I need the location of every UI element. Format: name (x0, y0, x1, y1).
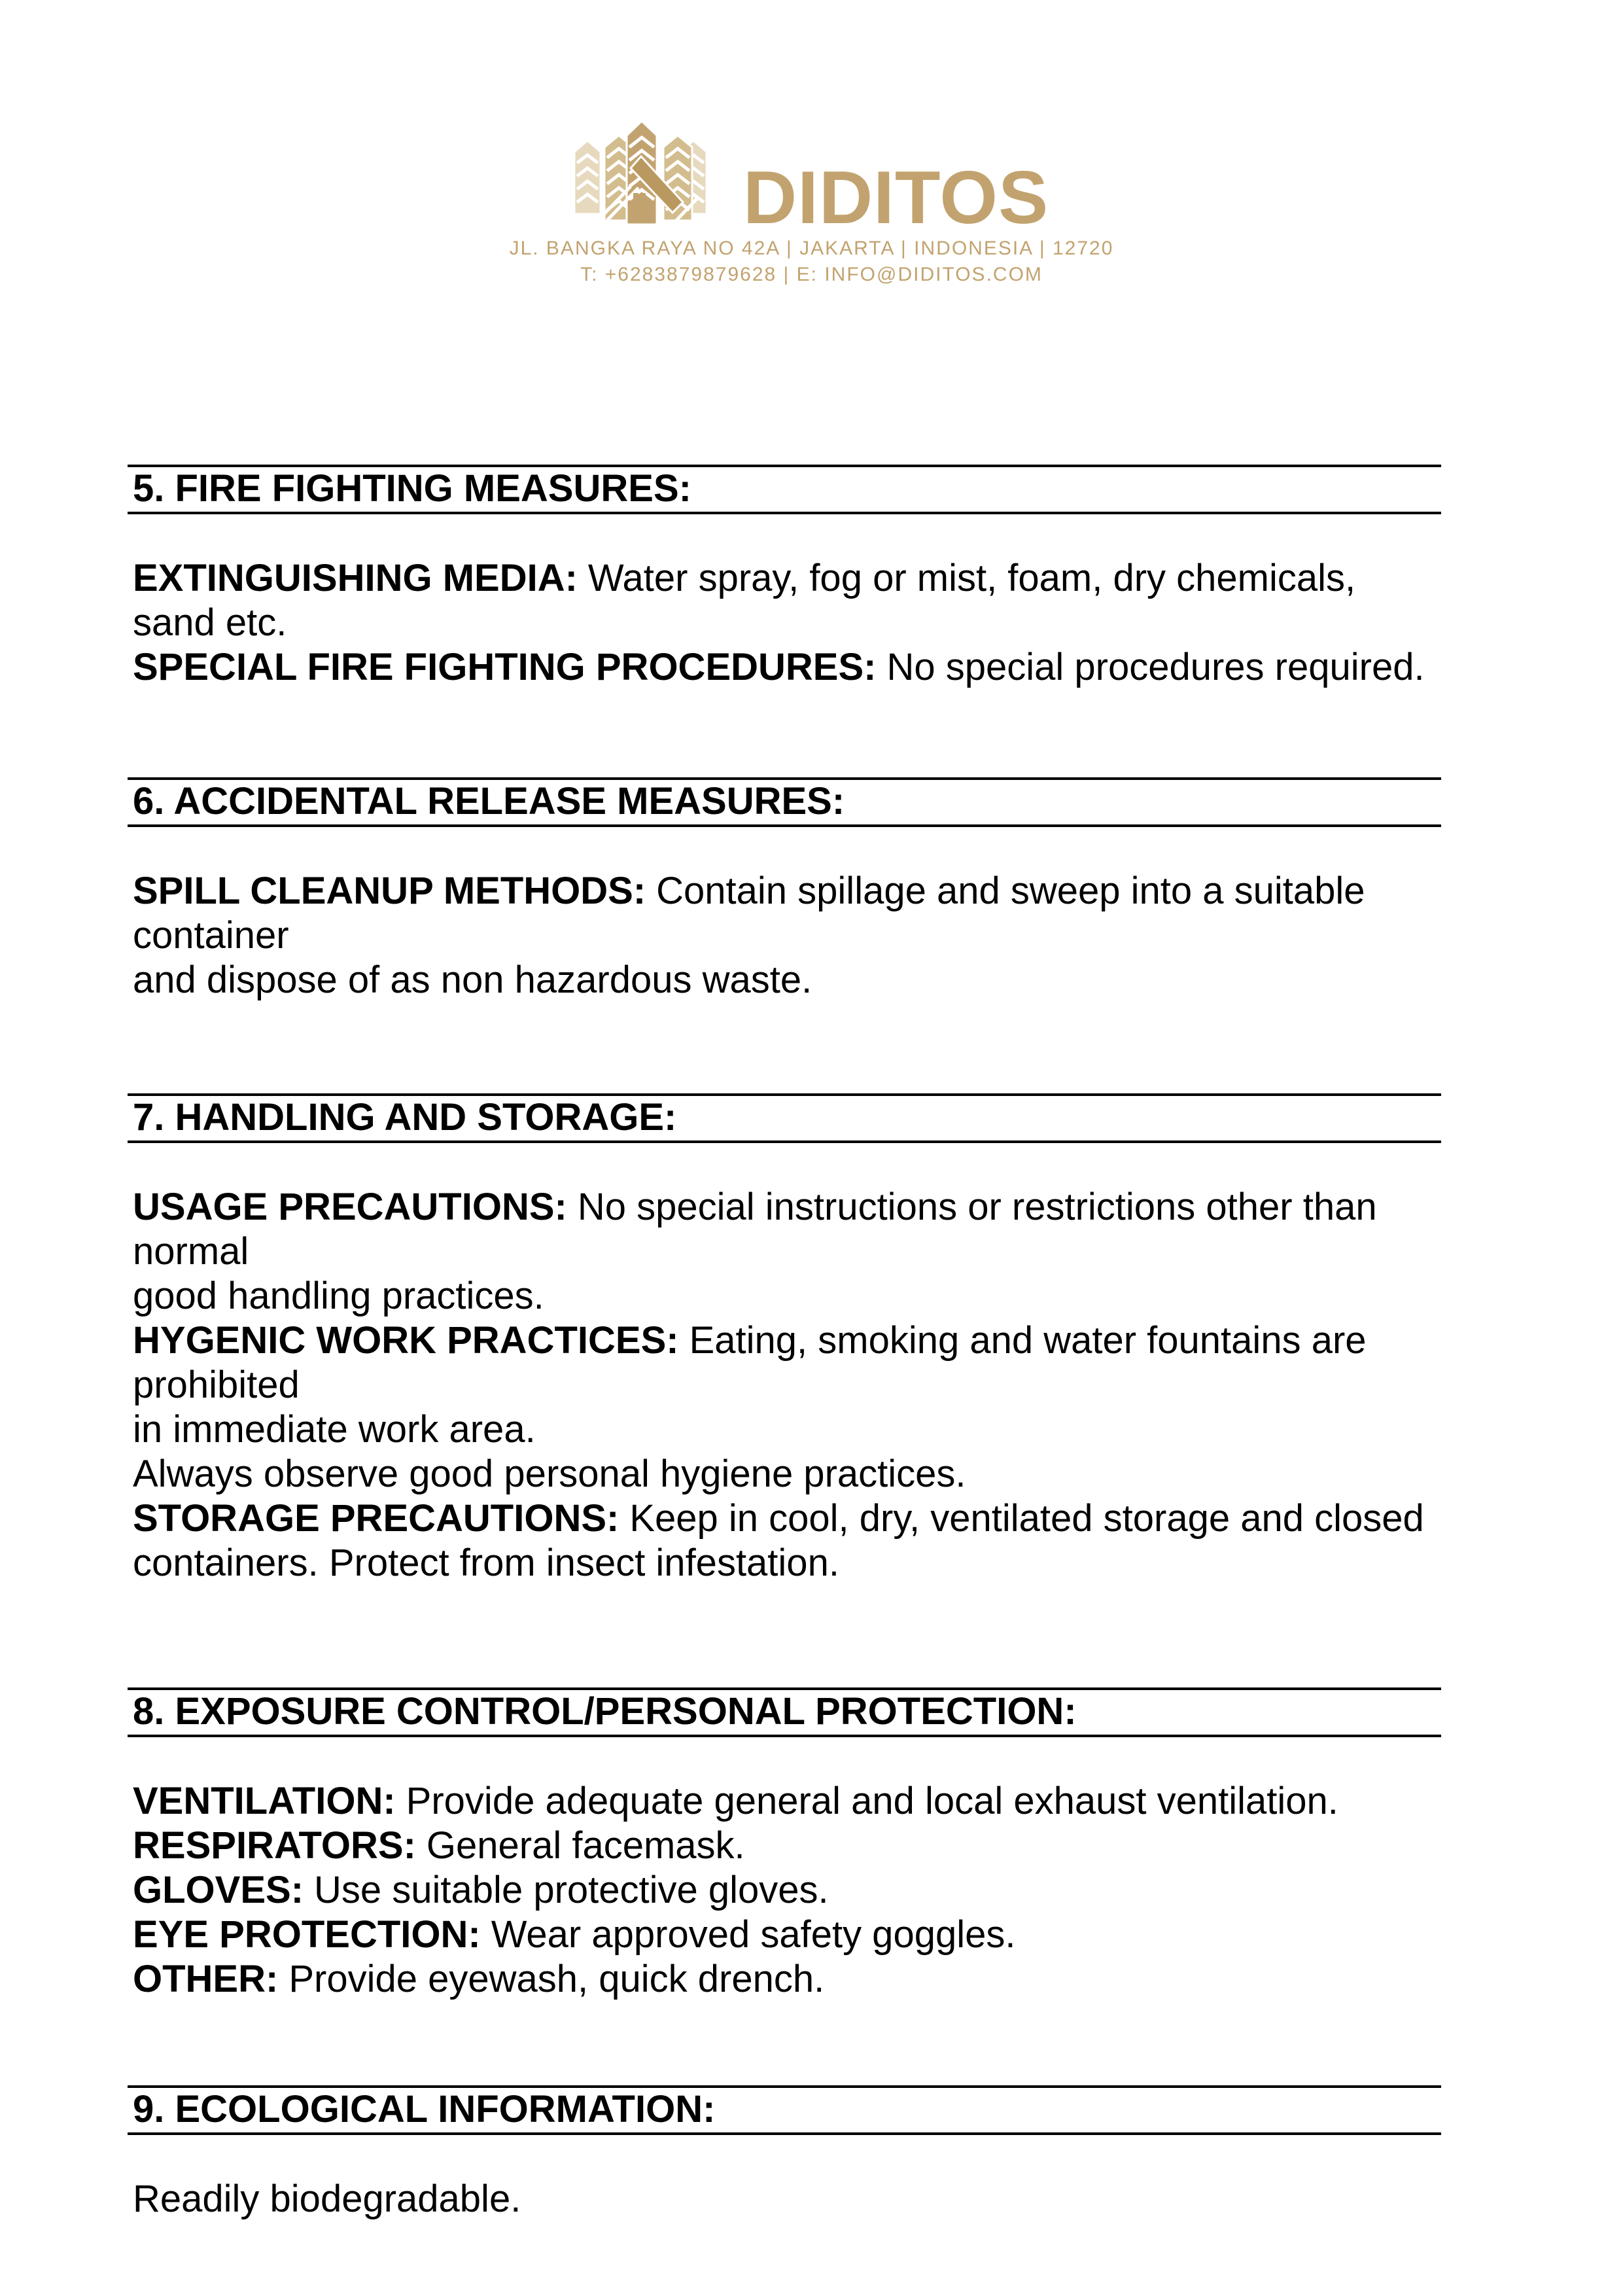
field-value: No special instructions or restrictions other than normal (133, 1186, 1377, 1273)
sds-line (133, 1541, 1441, 1585)
field-value: Contain spillage and sweep into a suitable container (133, 870, 1365, 957)
field-value: Always observe good personal hygiene practices. (133, 1453, 966, 1495)
logo-row (0, 119, 1623, 239)
sds-line (133, 1779, 1441, 1824)
field-label: USAGE PRECAUTIONS: (133, 1186, 567, 1228)
field-value: and dispose of as non hazardous waste. (133, 959, 812, 1001)
sds-line (133, 1824, 1441, 1868)
field-value: good handling practices. (133, 1275, 544, 1317)
sds-line (133, 1318, 1441, 1407)
buildings-skyline-icon (574, 116, 707, 228)
section-handling-and-storage (128, 1093, 1441, 1585)
field-label: SPECIAL FIRE FIGHTING PROCEDURES: (133, 646, 877, 688)
field-value: General facemask. (426, 1824, 745, 1867)
section-body (133, 2177, 1441, 2221)
sds-line (133, 958, 1441, 1002)
brand-wordmark: DIDITOS (742, 156, 1049, 239)
field-label: EYE PROTECTION: (133, 1913, 481, 1956)
field-value: in immediate work area. (133, 1408, 536, 1451)
sds-line (133, 1452, 1441, 1496)
sds-line (133, 1274, 1441, 1318)
field-value: containers. Protect from insect infestation. (133, 1542, 839, 1584)
field-value: Use suitable protective gloves. (314, 1869, 829, 1911)
section-body (133, 1779, 1441, 2002)
field-value: Provide adequate general and local exhaust ventilation. (406, 1780, 1338, 1822)
sds-line (133, 869, 1441, 958)
sds-line (133, 1185, 1441, 1274)
field-label: VENTILATION: (133, 1780, 396, 1822)
field-value: Water spray, fog or mist, foam, dry chemicals, sand etc. (133, 557, 1356, 644)
section-body (133, 1185, 1441, 1585)
sds-line (133, 645, 1441, 690)
field-label: GLOVES: (133, 1869, 304, 1911)
company-logo (0, 0, 1623, 288)
section-body (133, 556, 1441, 690)
field-value: No special procedures required. (886, 646, 1425, 688)
sds-line (133, 556, 1441, 645)
field-label: EXTINGUISHING MEDIA: (133, 557, 578, 599)
field-label: STORAGE PRECAUTIONS: (133, 1497, 620, 1540)
field-value: Readily biodegradable. (133, 2178, 521, 2220)
sds-line (133, 1913, 1441, 1957)
section-exposure-control-personal-protection (128, 1687, 1441, 2002)
section-body (133, 869, 1441, 1002)
field-value: Keep in cool, dry, ventilated storage and closed (629, 1497, 1424, 1540)
section-title: 8. EXPOSURE CONTROL/PERSONAL PROTECTION: (128, 1687, 1441, 1737)
section-fire-fighting-measures (128, 465, 1441, 690)
sds-line (133, 2177, 1441, 2221)
document-content (128, 465, 1441, 2221)
logo-address-line: JL. BANGKA RAYA NO 42A | JAKARTA | INDONESIA | 12720 (509, 238, 1114, 259)
field-label: RESPIRATORS: (133, 1824, 416, 1867)
section-title: 7. HANDLING AND STORAGE: (128, 1093, 1441, 1143)
field-label: SPILL CLEANUP METHODS: (133, 870, 646, 912)
section-ecological-information (128, 2085, 1441, 2221)
field-label: OTHER: (133, 1958, 279, 2000)
field-label: HYGENIC WORK PRACTICES: (133, 1319, 679, 1362)
field-value: Provide eyewash, quick drench. (288, 1958, 825, 2000)
logo-contact-line: T: +6283879879628 | E: INFO@DIDITOS.COM (580, 264, 1043, 285)
sds-line (133, 1496, 1441, 1541)
sds-line (133, 1957, 1441, 2002)
section-title: 5. FIRE FIGHTING MEASURES: (128, 465, 1441, 514)
section-title: 6. ACCIDENTAL RELEASE MEASURES: (128, 777, 1441, 827)
section-accidental-release-measures (128, 777, 1441, 1002)
field-value: Eating, smoking and water fountains are prohibited (133, 1319, 1367, 1406)
sds-line (133, 1407, 1441, 1452)
section-title: 9. ECOLOGICAL INFORMATION: (128, 2085, 1441, 2135)
field-value: Wear approved safety goggles. (491, 1913, 1016, 1956)
sds-line (133, 1868, 1441, 1913)
